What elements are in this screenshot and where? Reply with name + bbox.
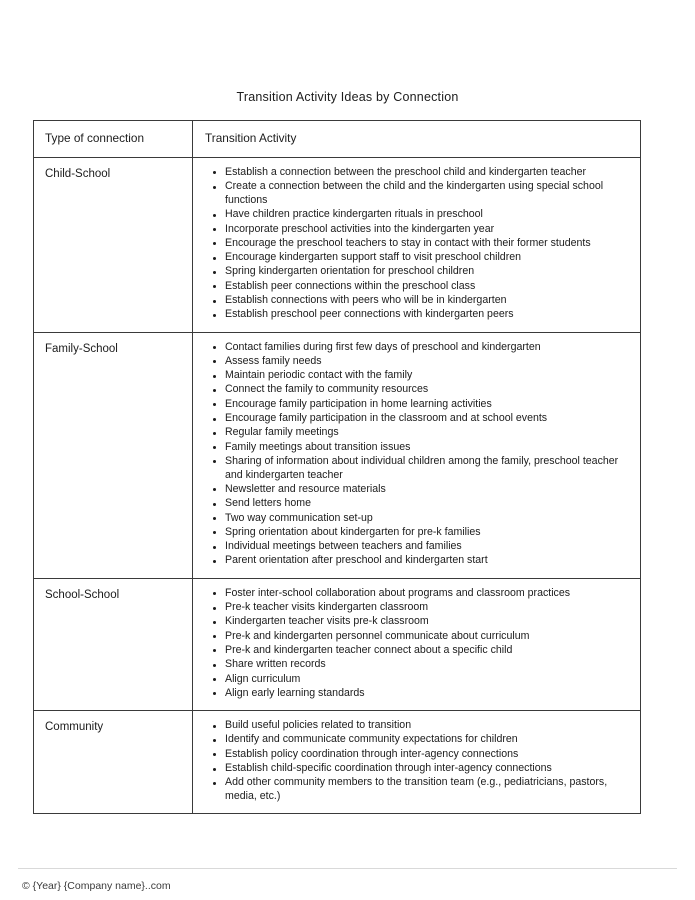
activity-cell-school-school — [193, 579, 640, 710]
list-item: Individual meetings between teachers and families — [225, 540, 630, 554]
table-row — [34, 333, 640, 579]
list-item: Regular family meetings — [225, 426, 630, 440]
list-item: Establish peer connections within the preschool class — [225, 280, 630, 294]
column-header-transition-activity: Transition Activity — [205, 131, 297, 145]
list-item: Establish preschool peer connections with kindergarten peers — [225, 308, 630, 322]
activity-list-community — [203, 719, 630, 804]
list-item: Family meetings about transition issues — [225, 441, 630, 455]
list-item: Assess family needs — [225, 355, 630, 369]
list-item: Kindergarten teacher visits pre-k classroom — [225, 615, 630, 629]
list-item: Share written records — [225, 658, 630, 672]
list-item: Encourage the preschool teachers to stay in contact with their former students — [225, 237, 630, 251]
table-row — [34, 158, 640, 333]
list-item: Encourage family participation in the classroom and at school events — [225, 412, 630, 426]
list-item: Align curriculum — [225, 673, 630, 687]
list-item: Parent orientation after preschool and kindergarten start — [225, 554, 630, 568]
table-row — [34, 579, 640, 711]
activity-cell-community — [193, 711, 640, 813]
activity-list-family-school — [203, 341, 630, 569]
table-row — [34, 711, 640, 813]
list-item: Foster inter-school collaboration about programs and classroom practices — [225, 587, 630, 601]
transition-activities-table — [33, 120, 641, 814]
table-header-row — [34, 121, 640, 158]
list-item: Align early learning standards — [225, 687, 630, 701]
list-item: Pre-k and kindergarten teacher connect about a specific child — [225, 644, 630, 658]
list-item: Two way communication set-up — [225, 512, 630, 526]
activity-cell-family-school — [193, 333, 640, 578]
footer-divider — [18, 868, 677, 869]
list-item: Sharing of information about individual children among the family, preschool teacher and kindergarten teacher — [225, 455, 630, 482]
activity-list-child-school — [203, 166, 630, 322]
list-item: Incorporate preschool activities into the kindergarten year — [225, 223, 630, 237]
column-header-type-of-connection: Type of connection — [34, 121, 193, 157]
list-item: Add other community members to the transition team (e.g., pediatricians, pastors, media, etc.) — [225, 776, 630, 803]
row-label-school-school: School-School — [34, 579, 193, 710]
list-item: Establish a connection between the preschool child and kindergarten teacher — [225, 166, 630, 180]
list-item: Send letters home — [225, 497, 630, 511]
list-item: Establish child-specific coordination through inter-agency connections — [225, 762, 630, 776]
list-item: Newsletter and resource materials — [225, 483, 630, 497]
list-item: Establish connections with peers who will be in kindergarten — [225, 294, 630, 308]
row-label-community: Community — [34, 711, 193, 813]
activity-list-school-school — [203, 587, 630, 701]
list-item: Pre-k and kindergarten personnel communicate about curriculum — [225, 630, 630, 644]
list-item: Spring kindergarten orientation for preschool children — [225, 265, 630, 279]
list-item: Establish policy coordination through inter-agency connections — [225, 748, 630, 762]
list-item: Have children practice kindergarten rituals in preschool — [225, 208, 630, 222]
list-item: Encourage family participation in home learning activities — [225, 398, 630, 412]
list-item: Contact families during first few days of preschool and kindergarten — [225, 341, 630, 355]
footer-copyright: © {Year} {Company name}..com — [22, 880, 171, 892]
page-title: Transition Activity Ideas by Connection — [236, 90, 459, 104]
list-item: Build useful policies related to transition — [225, 719, 630, 733]
list-item: Connect the family to community resources — [225, 383, 630, 397]
list-item: Maintain periodic contact with the family — [225, 369, 630, 383]
list-item: Identify and communicate community expectations for children — [225, 733, 630, 747]
list-item: Spring orientation about kindergarten for pre-k families — [225, 526, 630, 540]
list-item: Pre-k teacher visits kindergarten classroom — [225, 601, 630, 615]
activity-cell-child-school — [193, 158, 640, 332]
list-item: Encourage kindergarten support staff to visit preschool children — [225, 251, 630, 265]
list-item: Create a connection between the child and the kindergarten using special school functions — [225, 180, 630, 207]
row-label-family-school: Family-School — [34, 333, 193, 578]
row-label-child-school: Child-School — [34, 158, 193, 332]
